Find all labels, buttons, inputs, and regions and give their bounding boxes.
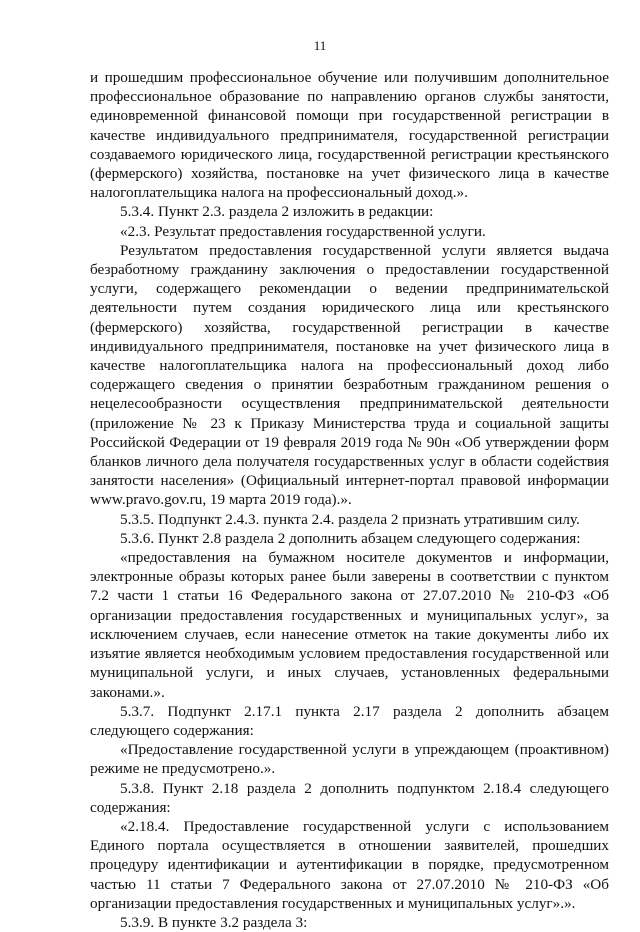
paragraph: «предоставления на бумажном носителе документов и информации, электронные образы которых ранее были заверены в соответствии с пунктом 7.2 части 1 статьи 16 Федерального закона от 27.07.2010 № 210-ФЗ «Об организации предоставления государственных и муниципальных услуг», за исключением случаев, если нанесение отметок на такие документы либо их изъятие является необходимым условием предоставления государственной или муниципальной услуги, и иных случаев, установленных федеральными законами.». bbox=[90, 549, 609, 701]
paragraph: 5.3.8. Пункт 2.18 раздела 2 дополнить подпунктом 2.18.4 следующего содержания: bbox=[90, 779, 609, 816]
paragraph: «2.18.4. Предоставление государственной услуги с использованием Единого портала осуществляется в отношении заявителей, прошедших процедуру идентификации и аутентификации в порядке, предусмотренном частью 11 статьи 7 Федерального закона от 27.07.2010 № 210-ФЗ «Об организации предоставления государственных и муниципальных услуг».». bbox=[90, 817, 609, 912]
paragraph: и прошедшим профессиональное обучение или получившим дополнительное профессиональное образование по направлению органов службы занятости, единовременной финансовой помощи при государственной регистрации в качестве индивидуального предпринимателя, государственной регистрации создаваемого юридического лица, государственной регистрации крестьянского (фермерского) хозяйства, постановке на учет физического лица в качестве налогоплательщика налога на профессиональный доход.». bbox=[90, 69, 609, 202]
paragraph: 5.3.7. Подпункт 2.17.1 пункта 2.17 раздела 2 дополнить абзацем следующего содержания: bbox=[90, 702, 609, 739]
paragraph: 5.3.4. Пункт 2.3. раздела 2 изложить в редакции: bbox=[120, 203, 434, 221]
page-number: 11 bbox=[313, 38, 327, 53]
paragraph: Результатом предоставления государственной услуги является выдача безработному гражданину заключения о предоставлении государственной услуги, содержащего рекомендации о ведении предпринимательской деятельности путем создания юридического лица или крестьянского (фермерского) хозяйства, государственной регистрации в качестве индивидуального предпринимателя, постановке на учет физического лица в качестве налогоплательщика налога на профессиональный доход либо содержащего сведения о принятии безработным гражданином решения о нецелесообразности осуществления предпринимательской деятельности (приложение № 23 к Приказу Министерства труда и социальной защиты Российской Федерации от 19 февраля 2019 года № 90н «Об утверждении форм бланков личного дела получателя государственных услуг в области содействия занятости населения» (Официальный интернет-портал правовой информации www.pravo.gov.ru, 19 марта 2019 года).». bbox=[90, 241, 609, 509]
paragraph: 5.3.9. В пункте 3.2 раздела 3: bbox=[120, 913, 308, 931]
paragraph: «Предоставление государственной услуги в упреждающем (проактивном) режиме не предусмотрено.». bbox=[90, 741, 609, 778]
paragraph: 5.3.6. Пункт 2.8 раздела 2 дополнить абзацем следующего содержания: bbox=[120, 529, 581, 547]
paragraph: 5.3.5. Подпункт 2.4.3. пункта 2.4. раздела 2 признать утратившим силу. bbox=[120, 510, 580, 528]
document-body bbox=[90, 68, 609, 932]
paragraph: «2.3. Результат предоставления государственной услуги. bbox=[120, 222, 486, 240]
